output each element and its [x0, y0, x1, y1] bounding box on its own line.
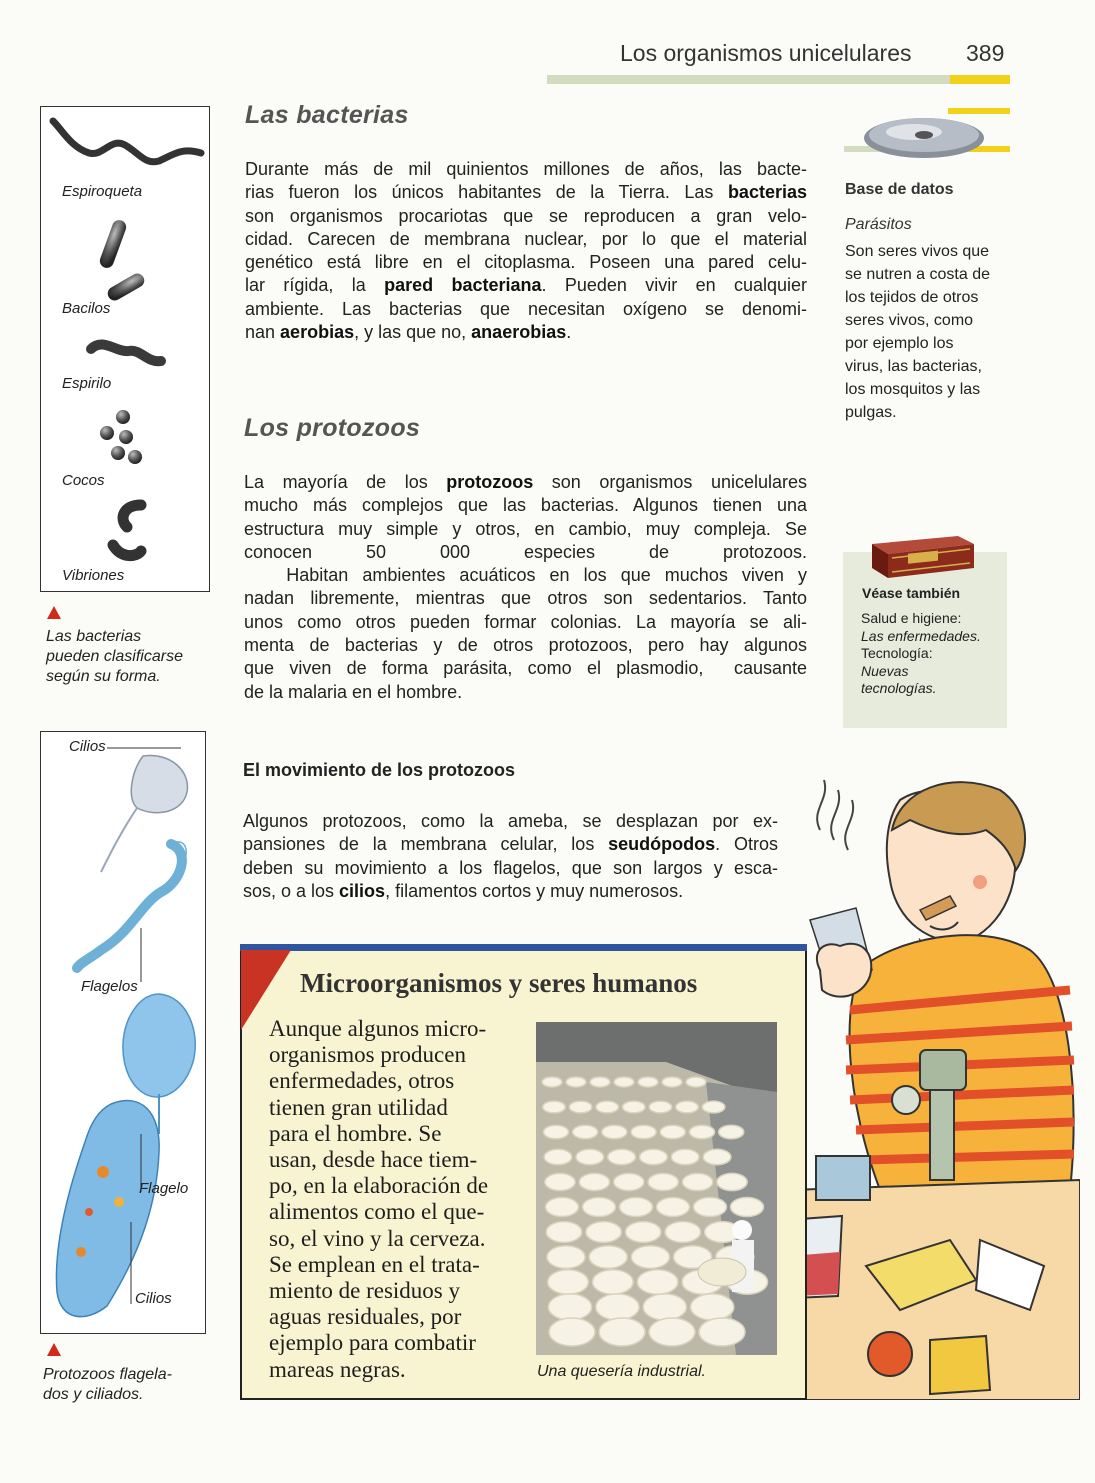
see-also-line: Salud e higiene:	[861, 610, 962, 626]
section-body-protozoos	[244, 471, 807, 704]
cheese-wheel	[649, 1318, 695, 1346]
bacillus-icon	[98, 218, 128, 270]
text-run: sos, o a los	[243, 880, 340, 901]
cheese-wheel	[576, 1149, 604, 1164]
cheese-wheel	[543, 1101, 566, 1113]
cheese-wheel	[573, 1125, 598, 1139]
text-line	[245, 321, 807, 344]
text-run: conocen 50 000 especies de protozoos.	[244, 541, 807, 562]
caption-marker-icon	[47, 1343, 61, 1356]
cheese-wheel	[548, 1270, 589, 1294]
text-line	[245, 205, 807, 228]
book-icon	[868, 534, 978, 580]
cheese-wheel	[544, 1149, 572, 1164]
text-run: de la malaria en el hombre.	[244, 681, 463, 702]
text-line	[244, 681, 807, 704]
text-line	[243, 833, 778, 856]
microorganisms-box-topbar	[240, 944, 807, 951]
cheese-wheel	[676, 1101, 699, 1113]
cheese-wheel	[614, 1077, 634, 1087]
cheese-wheel	[547, 1246, 585, 1269]
text-run: . Otros	[715, 834, 778, 855]
cheese-wheel	[637, 1270, 678, 1294]
text-run: unos como otros pueden formar colonias. La mayoría se ali-	[244, 611, 807, 632]
text-run: La mayoría de los	[244, 472, 447, 492]
text-run: pansiones de la membrana celular, los	[243, 834, 609, 855]
cheese-wheel	[649, 1101, 672, 1113]
text-line	[244, 564, 807, 587]
cheese-wheel	[660, 1125, 685, 1139]
cheese-wheel	[549, 1318, 595, 1346]
text-run: genético está libre en el citoplasma. Poseen una pared celu-	[245, 252, 807, 273]
text-run: cidad. Carecen de membrana nuclear, por lo que el material	[245, 228, 807, 249]
label-cilios-bottom: Cilios	[135, 1290, 172, 1307]
text-line	[245, 251, 807, 274]
text-run: estructura muy simple y otros, en cambio, muy compleja. Se	[244, 518, 807, 539]
cheese-wheel	[579, 1173, 609, 1190]
cheese-wheel	[694, 1198, 727, 1217]
cd-disc-icon	[844, 108, 1010, 168]
cheese-wheel	[596, 1294, 639, 1320]
bacteria-shapes-panel	[40, 106, 210, 592]
cheese-wheel	[640, 1149, 668, 1164]
text-run: que viven de forma parásita, como el plasmodio, causante	[244, 658, 807, 679]
label-cilios-top: Cilios	[69, 738, 106, 755]
text-line	[243, 880, 778, 903]
protozoa-caption: Protozoos flagela- dos y ciliados.	[43, 1366, 172, 1403]
bacillus-icon	[105, 271, 147, 303]
label-espiroqueta: Espiroqueta	[62, 183, 143, 200]
bacteria-caption: Las bacterias pueden clasificarse según su forma.	[46, 628, 183, 685]
cheese-wheel	[586, 1222, 622, 1243]
cheese-wheel	[657, 1198, 690, 1217]
coccus-icon	[119, 430, 133, 444]
cheese-factory-image	[536, 1022, 777, 1355]
text-line	[245, 181, 807, 204]
vibrio-icon	[113, 545, 141, 556]
protozoa-illustrations	[41, 732, 205, 1333]
text-run: deben su movimiento a los flagelos, que son largos y esca-	[243, 857, 778, 878]
text-line	[244, 611, 807, 634]
cheese-wheel	[671, 1149, 699, 1164]
header-rule-accent	[950, 75, 1010, 84]
section-title-bacterias: Las bacterias	[245, 101, 409, 129]
text-run: Durante más de mil quinientos millones de años, las bacte-	[245, 159, 807, 179]
page-header-title: Los organismos unicelulares	[620, 40, 912, 66]
bacteria-illustrations	[41, 107, 209, 591]
cheese-wheel	[699, 1318, 745, 1346]
cheese-wheel	[548, 1294, 591, 1320]
text-run: nan	[245, 322, 281, 343]
cheese-wheel	[592, 1270, 633, 1294]
microorganisms-title: Microorganismos y seres humanos	[300, 968, 698, 998]
text-line	[244, 657, 807, 680]
see-also-link[interactable]: Las enfermedades.	[861, 627, 981, 644]
label-flagelo: Flagelo	[139, 1180, 189, 1197]
bold-term: cilios	[339, 880, 386, 901]
coccus-icon	[111, 446, 125, 460]
cheese-wheel	[631, 1246, 669, 1269]
cheese-wheel	[545, 1173, 575, 1190]
label-espirilo: Espirilo	[62, 375, 112, 392]
see-also-line: Tecnología:	[861, 645, 933, 661]
microorganisms-body: Aunque algunos micro- organismos producen enfermedades, otros tienen gran utilidad para el hombre. Se usan, desde hace tiem- po, en la elaboración de alimentos como el que- so, el vino y la cerveza. Se emplean en el trata- miento de residuos y aguas residuales, por ejemplo para combatir mareas negras.	[269, 1016, 489, 1382]
bold-term: pared bacteriana	[384, 275, 542, 296]
text-line	[244, 587, 807, 610]
vibrio-icon	[123, 505, 141, 527]
text-run: Algunos protozoos, como la ameba, se desplazan por ex-	[243, 811, 778, 831]
bold-term: seudópodos	[608, 834, 716, 855]
text-line	[245, 228, 807, 251]
page-number: 389	[966, 40, 1005, 66]
spirochete-icon	[53, 121, 201, 162]
cheese-wheel	[731, 1198, 764, 1217]
cheese-wheel	[703, 1149, 731, 1164]
see-also-link[interactable]: tecnologías.	[861, 680, 937, 696]
cheese-wheel	[682, 1173, 712, 1190]
database-title: Base de datos	[845, 181, 954, 198]
label-flagelos: Flagelos	[81, 978, 138, 995]
coccus-icon	[100, 426, 114, 440]
text-run: son organismos unicelulares	[533, 472, 807, 492]
cheese-wheel	[717, 1173, 747, 1190]
cheese-wheel	[625, 1222, 661, 1243]
section-body-movimiento	[243, 810, 778, 903]
text-line	[244, 494, 807, 517]
bold-term: protozoos	[446, 472, 534, 492]
section-body-bacterias	[245, 158, 807, 344]
text-line	[245, 158, 807, 181]
text-line	[245, 274, 807, 297]
label-cocos: Cocos	[62, 472, 105, 489]
text-line	[244, 471, 807, 494]
cheese-wheel	[542, 1077, 562, 1087]
text-run: Habitan ambientes acuáticos en los que muchos viven y	[244, 565, 807, 586]
section-title-protozoos: Los protozoos	[244, 414, 421, 442]
cheese-wheel	[638, 1077, 658, 1087]
cheese-factory-photo	[536, 1022, 777, 1355]
header-rule	[547, 75, 1010, 84]
cheese-wheel	[543, 1125, 568, 1139]
bold-term: anaerobias	[471, 322, 567, 343]
cheese-wheel	[691, 1294, 734, 1320]
text-run: ambiente. Las bacterias que necesitan oxígeno se denomi-	[245, 298, 807, 319]
database-subtitle: Parásitos	[845, 216, 912, 233]
cheese-wheel	[589, 1246, 627, 1269]
text-run: . Pueden vivir en cualquier	[541, 275, 808, 296]
cheese-wheel	[702, 1101, 725, 1113]
subsection-title-movimiento: El movimiento de los protozoos	[243, 760, 516, 780]
spirillum-icon	[91, 344, 161, 361]
text-run: nadan libremente, mientras que otros son sedentarios. Tanto	[244, 588, 807, 609]
ciliate-cell-icon	[131, 755, 187, 812]
cheese-wheel	[614, 1173, 644, 1190]
label-vibriones: Vibriones	[62, 567, 125, 584]
coccus-icon	[128, 450, 142, 464]
cheese-wheel	[590, 1077, 610, 1087]
coccus-icon	[116, 410, 130, 424]
text-run: menta de bacterias y de otros protozoos, pero hay algunos	[244, 635, 807, 656]
cheese-wheel	[686, 1077, 706, 1087]
bold-term: bacterias	[727, 182, 807, 203]
bold-term: aerobias	[280, 322, 355, 343]
cheese-wheel	[566, 1077, 586, 1087]
label-bacilos: Bacilos	[62, 300, 111, 317]
photo-caption: Una quesería industrial.	[537, 1363, 706, 1380]
see-also-title: Véase también	[862, 585, 961, 601]
trypanosome-icon	[77, 844, 182, 968]
text-line	[244, 634, 807, 657]
cheese-wheel	[631, 1125, 656, 1139]
text-run: .	[566, 322, 572, 343]
database-body: Son seres vivos que se nutren a costa de los tejidos de otros seres vivos, como por ejemplo los virus, las bacterias, los mosquitos y las pulgas.	[845, 243, 990, 421]
cheese-wheel	[665, 1222, 701, 1243]
see-also-link[interactable]: Nuevas	[861, 662, 909, 679]
see-also-links	[861, 610, 981, 698]
text-line	[243, 810, 778, 833]
text-run: lar rígida, la	[245, 275, 385, 296]
text-run: , filamentos cortos y muy numerosos.	[385, 880, 684, 901]
cheese-wheel	[608, 1149, 636, 1164]
text-run: son organismos procariotas que se reproducen a gran velo-	[245, 205, 807, 226]
paramecium-icon	[56, 1101, 159, 1317]
text-run: mucho más complejos que las bacterias. Algunos tienen una	[244, 495, 807, 516]
caption-marker-icon	[47, 606, 61, 619]
text-line	[245, 298, 807, 321]
text-line	[244, 518, 807, 541]
cheese-wheel	[569, 1101, 592, 1113]
cheese-wheel	[596, 1101, 619, 1113]
cheese-wheel	[648, 1173, 678, 1190]
text-line	[244, 541, 807, 564]
scientist-cartoon-illustration	[780, 770, 1080, 1400]
cheese-wheel	[546, 1198, 579, 1217]
protozoa-panel	[40, 731, 206, 1334]
cheese-wheel	[643, 1294, 686, 1320]
cheese-wheel	[623, 1101, 646, 1113]
cheese-wheel	[689, 1125, 714, 1139]
text-line	[243, 857, 778, 880]
text-run: rias fueron los únicos habitantes de la Tierra. Las	[245, 182, 728, 203]
cheese-wheel	[662, 1077, 682, 1087]
text-run: , y las que no,	[354, 322, 472, 343]
cheese-wheel	[602, 1125, 627, 1139]
cheese-wheel	[546, 1222, 582, 1243]
flagellate-cell-icon	[123, 994, 195, 1097]
cheese-wheel	[599, 1318, 645, 1346]
cheese-wheel	[620, 1198, 653, 1217]
cheese-wheel	[719, 1125, 744, 1139]
cheese-wheel	[583, 1198, 616, 1217]
